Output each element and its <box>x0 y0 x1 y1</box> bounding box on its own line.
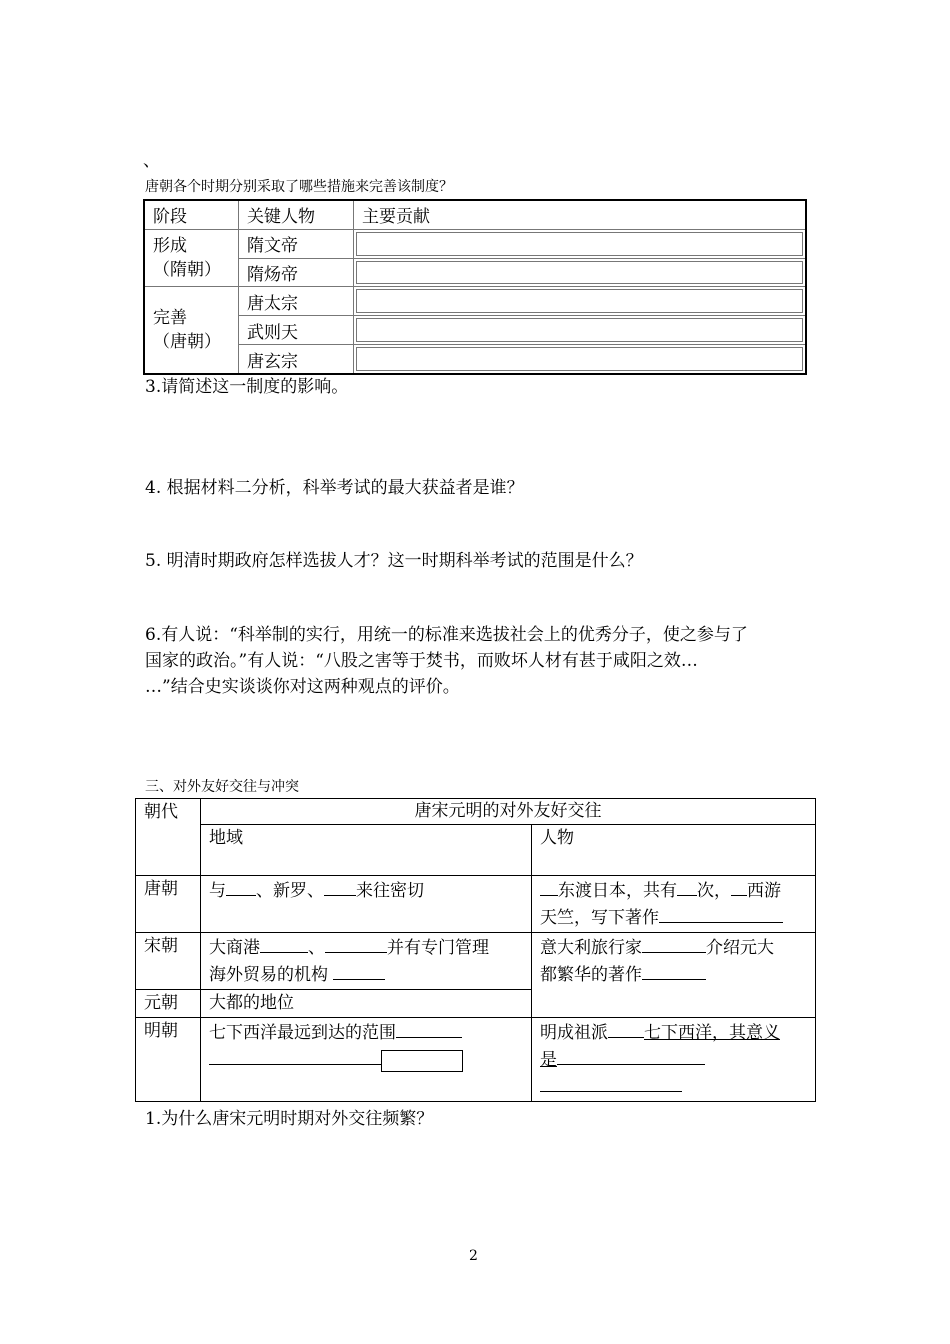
header-region: 地域 <box>201 825 532 876</box>
tang-region: 与 、新罗、 来往密切 <box>201 876 532 933</box>
question-3: 3.请简述这一制度的影响。 <box>145 377 349 397</box>
contribution-answer-box[interactable] <box>354 345 807 374</box>
header-main: 唐宋元明的对外友好交往 <box>201 799 816 825</box>
blank[interactable] <box>677 877 697 896</box>
blank[interactable] <box>396 1019 462 1038</box>
blank[interactable] <box>540 1073 682 1092</box>
contribution-answer-box[interactable] <box>354 287 807 316</box>
dynasty-tang: 唐朝 <box>136 876 201 933</box>
blank[interactable] <box>260 934 308 953</box>
person-cell: 唐太宗 <box>239 287 354 316</box>
song-region: 大商港 、 并有专门管理 海外贸易的机构 <box>201 933 532 990</box>
blank[interactable] <box>642 961 706 980</box>
blank[interactable] <box>557 1046 705 1065</box>
section-3-title: 三、对外友好交往与冲突 <box>145 779 299 795</box>
blank[interactable] <box>324 877 356 896</box>
question-4: 4. 根据材料二分析，科举考试的最大获益者是谁？ <box>145 478 524 498</box>
final-question: 1.为什么唐宋元明时期对外交往频繁？ <box>145 1109 434 1129</box>
dynasty-yuan: 元朝 <box>136 990 201 1018</box>
person-cell: 隋文帝 <box>239 229 354 258</box>
contribution-answer-box[interactable] <box>354 229 807 258</box>
blank[interactable] <box>333 961 385 980</box>
song-yuan-people: 意大利旅行家 介绍元大 都繁华的著作 <box>532 933 816 1018</box>
header-contribution: 主要贡献 <box>354 200 807 229</box>
question-2-prompt: 唐朝各个时期分别采取了哪些措施来完善该制度？ <box>145 179 453 195</box>
header-dynasty: 朝代 <box>136 799 201 876</box>
header-people: 人物 <box>532 825 816 876</box>
blank[interactable] <box>325 934 387 953</box>
header-key-person: 关键人物 <box>239 200 354 229</box>
blank[interactable] <box>642 934 706 953</box>
blank[interactable] <box>226 877 256 896</box>
contribution-answer-box[interactable] <box>354 316 807 345</box>
foreign-exchange-table <box>135 798 816 1102</box>
blank[interactable] <box>731 877 747 896</box>
top-mark: 、 <box>143 151 160 171</box>
question-5: 5. 明清时期政府怎样选拔人才？这一时期科举考试的范围是什么？ <box>145 551 643 571</box>
dynasty-ming: 明朝 <box>136 1018 201 1102</box>
page-number: 2 <box>469 1248 478 1264</box>
blank[interactable] <box>659 904 783 923</box>
header-stage: 阶段 <box>144 200 239 229</box>
blank[interactable] <box>608 1019 644 1038</box>
person-cell: 武则天 <box>239 316 354 345</box>
stage-improvement: 完善 （唐朝） <box>144 287 239 374</box>
stage-formation: 形成 （隋朝） <box>144 229 239 287</box>
person-cell: 唐玄宗 <box>239 345 354 374</box>
contribution-answer-box[interactable] <box>354 258 807 287</box>
ming-region: 七下西洋最远到达的范围 <box>201 1018 532 1102</box>
dynasty-song: 宋朝 <box>136 933 201 990</box>
tang-people: 东渡日本，共有 次， 西游 天竺，写下著作 <box>532 876 816 933</box>
person-cell: 隋炀帝 <box>239 258 354 287</box>
question-6: 6.有人说：“科举制的实行，用统一的标准来选拔社会上的优秀分子，使之参与了 国家的政治。”有人说：“八股之害等于焚书，而败坏人材有甚于咸阳之效… …”结合史实谈谈你对这两种观点的评价。 <box>145 625 748 697</box>
answer-box[interactable] <box>381 1050 463 1072</box>
blank[interactable] <box>209 1046 381 1065</box>
yuan-region: 大都的地位 <box>201 990 532 1018</box>
ming-people: 明成祖派 七下西洋，其意义 是 <box>532 1018 816 1102</box>
reform-table <box>143 199 807 375</box>
blank[interactable] <box>540 877 558 896</box>
